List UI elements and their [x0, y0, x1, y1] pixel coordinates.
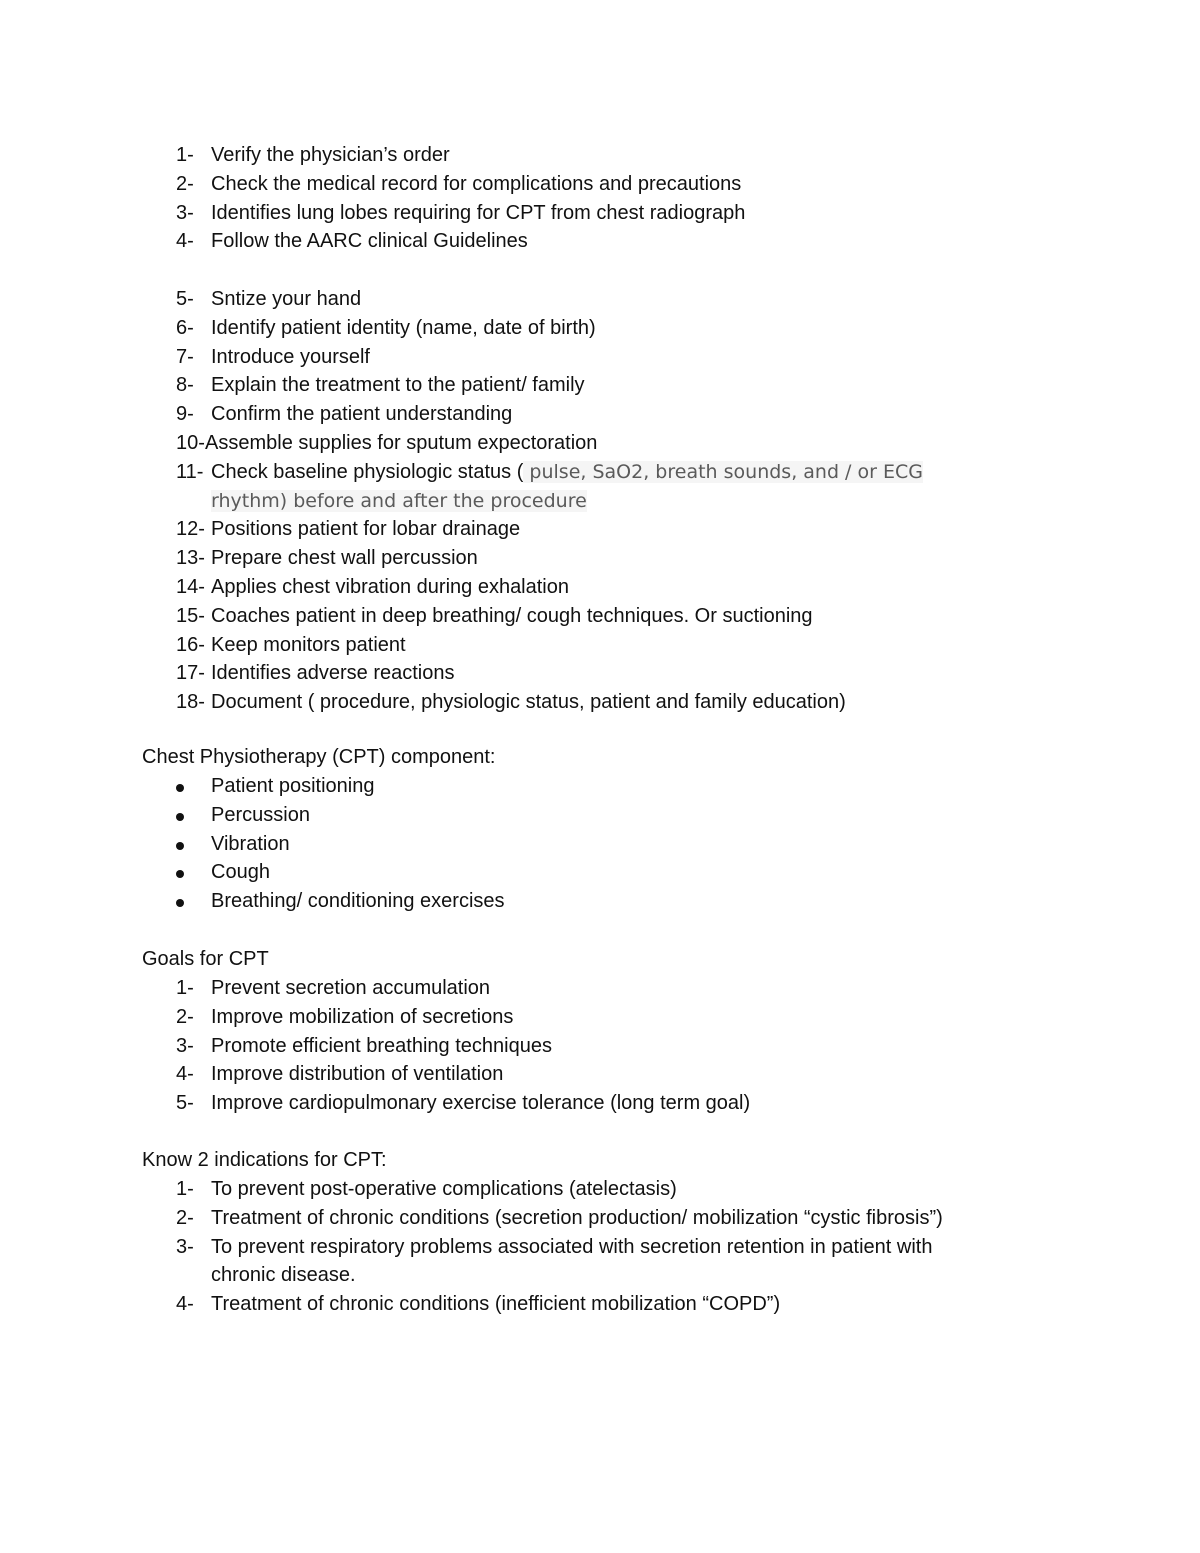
item-text: Follow the AARC clinical Guidelines: [211, 230, 528, 253]
pasted-text-line-1: pulse, SaO2, breath sounds, and / or ECG: [523, 460, 923, 483]
list-item: [0, 1060, 1200, 1089]
list-item: [0, 1175, 1200, 1204]
bullet-icon: [176, 813, 184, 821]
list-item: [0, 602, 1200, 631]
list-item: [0, 429, 1200, 458]
item-number: 1-: [176, 144, 194, 166]
item-text: Improve distribution of ventilation: [211, 1063, 504, 1086]
item-text-main: To prevent respiratory problems associated with secretion retention in patient with: [211, 1235, 933, 1258]
item-text: Positions patient for lobar drainage: [211, 518, 521, 541]
list-item: [0, 1233, 1200, 1291]
list-item: [0, 1204, 1200, 1233]
list-item: [0, 1032, 1200, 1061]
item-text: Keep monitors patient: [211, 633, 406, 656]
item-number: 1-: [176, 1178, 194, 1200]
list-item: [0, 458, 1200, 516]
list-item: [0, 314, 1200, 343]
item-number: 13-: [176, 547, 205, 570]
item-text: Improve mobilization of secretions: [211, 1005, 514, 1028]
item-number: 4-: [176, 230, 194, 253]
list-item: [0, 830, 1200, 859]
list-item: [0, 659, 1200, 688]
item-number: 1-: [176, 977, 194, 999]
list-item: [0, 170, 1200, 199]
item-number: 5-: [176, 1092, 194, 1115]
list-item: [0, 631, 1200, 660]
item-text: Improve cardiopulmonary exercise tolerance (long term goal): [211, 1092, 751, 1115]
goals-heading: Goals for CPT: [142, 948, 269, 970]
list-item: [0, 887, 1200, 916]
components-list: [0, 772, 1200, 916]
procedure-list-part-2: [0, 285, 1200, 717]
item-text-main: Check baseline physiologic status (: [211, 460, 524, 483]
item-text: Explain the treatment to the patient/ family: [211, 374, 585, 397]
item-text: Identify patient identity (name, date of birth): [211, 316, 596, 339]
bullet-icon: [176, 784, 184, 792]
item-number: 18-: [176, 691, 205, 714]
item-text: Treatment of chronic conditions (secretion production/ mobilization “cystic fibrosis”): [211, 1206, 943, 1229]
item-number: 4-: [176, 1293, 194, 1316]
item-number: 7-: [176, 345, 194, 368]
list-item: [0, 858, 1200, 887]
list-item: [0, 199, 1200, 228]
list-item: [0, 141, 1200, 170]
item-number: 6-: [176, 316, 194, 339]
item-text: Verify the physician’s order: [211, 144, 450, 166]
indications-heading: Know 2 indications for CPT:: [142, 1149, 387, 1171]
item-text: Percussion: [211, 803, 310, 826]
bullet-icon: [176, 842, 184, 850]
list-item: [0, 343, 1200, 372]
goals-list: [0, 974, 1200, 1118]
item-text-continuation: chronic disease.: [211, 1264, 356, 1287]
item-number: 10-: [176, 431, 205, 454]
list-item: [0, 227, 1200, 256]
list-item: [0, 1290, 1200, 1319]
item-number: 16-: [176, 633, 205, 656]
list-item: [0, 1003, 1200, 1032]
item-text: [211, 1233, 932, 1291]
item-text: Vibration: [211, 832, 290, 855]
item-text: Cough: [211, 861, 270, 884]
item-text: [211, 458, 923, 516]
item-text-continuation: [211, 487, 923, 516]
item-number: 4-: [176, 1063, 194, 1086]
item-number: 3-: [176, 1034, 194, 1057]
item-text: Promote efficient breathing techniques: [211, 1034, 552, 1057]
item-text: To prevent post-operative complications (atelectasis): [211, 1178, 677, 1200]
list-item: [0, 1089, 1200, 1118]
item-number: 2-: [176, 1206, 194, 1229]
item-number: 17-: [176, 662, 205, 685]
list-item: [0, 688, 1200, 717]
item-text: Check the medical record for complications and precautions: [211, 172, 742, 195]
item-text: Treatment of chronic conditions (inefficient mobilization “COPD”): [211, 1293, 781, 1316]
item-number: 3-: [176, 1235, 194, 1258]
item-number: 8-: [176, 374, 194, 397]
item-number: 11-: [176, 460, 204, 483]
list-item: [0, 544, 1200, 573]
item-text: Breathing/ conditioning exercises: [211, 890, 505, 913]
list-item: [0, 801, 1200, 830]
item-text: Identifies lung lobes requiring for CPT from chest radiograph: [211, 201, 746, 224]
item-text: Prevent secretion accumulation: [211, 977, 491, 999]
list-item: [0, 573, 1200, 602]
indications-list: [0, 1175, 1200, 1319]
list-item: [0, 772, 1200, 801]
list-item: [0, 974, 1200, 1003]
list-item: [0, 515, 1200, 544]
item-text: Prepare chest wall percussion: [211, 547, 478, 570]
item-text: Document ( procedure, physiologic status, patient and family education): [211, 691, 846, 714]
item-text: Confirm the patient understanding: [211, 403, 513, 426]
bullet-icon: [176, 899, 184, 907]
item-text: Patient positioning: [211, 775, 375, 797]
components-heading: Chest Physiotherapy (CPT) component:: [142, 746, 496, 768]
item-text: Sntize your hand: [211, 288, 362, 310]
item-number: 3-: [176, 201, 194, 224]
item-number: 12-: [176, 518, 205, 541]
list-item: [0, 400, 1200, 429]
item-text: Coaches patient in deep breathing/ cough techniques. Or suctioning: [211, 604, 813, 627]
item-text: Introduce yourself: [211, 345, 370, 368]
item-number: 14-: [176, 575, 205, 598]
item-text: Applies chest vibration during exhalation: [211, 575, 569, 598]
pasted-text-line-2: rhythm) before and after the procedure: [211, 489, 587, 512]
item-number: 5-: [176, 288, 194, 310]
bullet-icon: [176, 870, 184, 878]
item-number: 15-: [176, 604, 205, 627]
item-number: 2-: [176, 172, 194, 195]
item-number: 9-: [176, 403, 194, 426]
item-text: Assemble supplies for sputum expectoration: [205, 431, 598, 454]
list-item: [0, 371, 1200, 400]
item-number: 2-: [176, 1005, 194, 1028]
procedure-list-part-1: [0, 141, 1200, 256]
item-text: Identifies adverse reactions: [211, 662, 455, 685]
list-item: [0, 285, 1200, 314]
